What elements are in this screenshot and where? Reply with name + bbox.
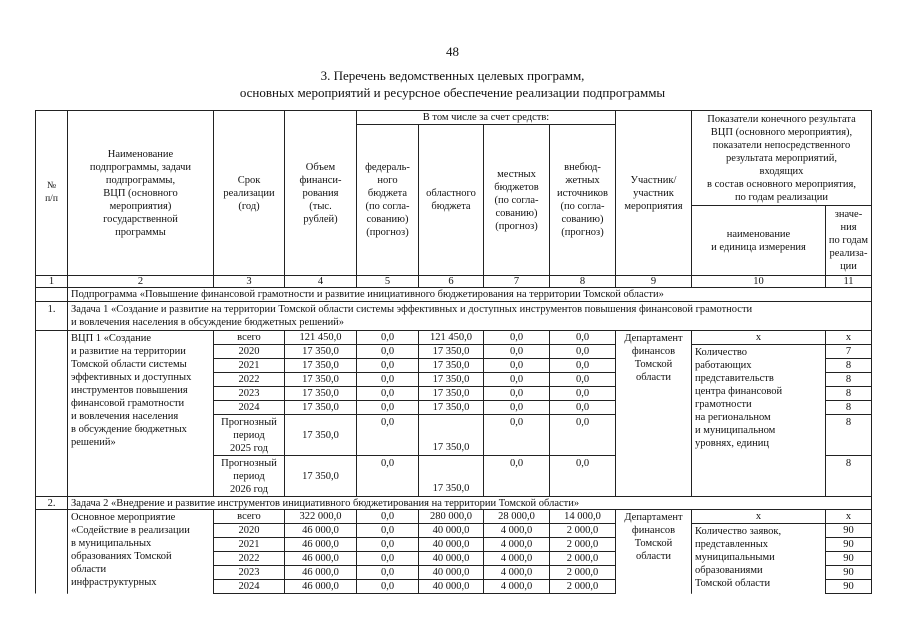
column-number-text: 2 [137,276,144,287]
vcp-1-local-text: 0,0 [509,346,524,357]
vcp-1-regional-text: 17 350,0 [432,374,470,385]
vcp-1-regional-text: 17 350,0 [432,483,470,494]
page-number: 48 [446,44,459,59]
header-federal-text: федераль- ного бюджета (по согла- сованию) (прогноз) [365,162,410,238]
subprogram-num [35,287,68,302]
vcp-1-term [213,386,285,401]
vcp-1-value [825,400,872,415]
vcp-1-term-text: всего [237,332,261,343]
vcp-1-regional-text: 121 450,0 [430,332,472,343]
vcp-1-term [213,400,285,415]
vcp-1-extra [549,400,616,415]
vcp-1-regional [418,455,484,497]
vcp-1-regional [418,414,484,456]
om-num [35,509,68,594]
om-local [483,551,550,566]
header-volume [284,110,357,276]
vcp-1-term-text: 2024 [238,402,260,413]
vcp-1-extra [549,330,616,345]
om-federal-text: 0,0 [380,525,395,536]
title-line-1: 3. Перечень ведомственных целевых программ, [320,68,585,83]
vcp-1-term-text: Прогнозный период 2026 год [221,457,277,495]
om-local [483,509,550,524]
vcp-1-term-text: 2023 [238,388,260,399]
vcp-1-local [483,330,550,345]
vcp-1-volume [284,372,357,387]
om-regional [418,509,484,524]
vcp-1-indicator-first [691,330,826,345]
header-local-text: местных бюджетов (по согла- сованию) (прогноз) [494,168,539,232]
om-regional-text: 40 000,0 [432,581,470,592]
om-indicator-name-text: Количество заявок, представленных муниципальными образованиями Томской области [695,526,782,589]
vcp-1-federal [356,455,419,497]
header-name-text: Наименование подпрограммы, задачи подпрограммы, ВЦП (основного мероприятия) государственной программы [89,148,192,238]
vcp-1-volume-text: 17 350,0 [302,360,339,371]
vcp-1-federal [356,344,419,359]
header-regional [418,124,484,276]
header-term [213,110,285,276]
om-federal [356,537,419,552]
vcp-1-value [825,344,872,359]
om-value [825,551,872,566]
vcp-1-local [483,414,550,456]
vcp-1-value-text: 8 [845,402,852,413]
om-volume-text: 46 000,0 [302,581,339,592]
vcp-1-value-text: 8 [845,458,852,469]
task-2-num-text: 2. [47,497,56,509]
om-participant-text: Департамент финансов Томской области [624,512,683,562]
task-2-title [67,496,872,510]
header-indicator-value-text: значе- ния по годам реализа- ции [828,209,869,272]
task-2-title-text: Задача 2 «Внедрение и развитие инструментов инициативного бюджетирования на территории Томской области» [71,497,580,509]
vcp-1-federal-text: 0,0 [380,388,395,399]
vcp-1-extra [549,372,616,387]
vcp-1-regional [418,386,484,401]
om-extra [549,523,616,538]
om-extra-text: 2 000,0 [566,539,599,550]
vcp-1-regional-text: 17 350,0 [432,360,470,371]
vcp-1-value [825,358,872,373]
vcp-1-term [213,372,285,387]
om-federal-text: 0,0 [380,567,395,578]
om-volume-text: 322 000,0 [299,511,342,522]
vcp-1-value-text: 7 [845,346,852,357]
vcp-1-value [825,330,872,345]
om-term-text: 2020 [238,525,260,536]
om-regional [418,565,484,580]
om-local [483,565,550,580]
vcp-1-value-text: x [845,332,852,343]
vcp-1-local-text: 0,0 [509,332,524,343]
header-indicator-name-text: наименование и единица измерения [711,228,806,253]
vcp-1-regional [418,372,484,387]
subprogram-title [67,287,872,302]
vcp-1-regional-text: 17 350,0 [432,388,470,399]
header-num [35,110,68,276]
om-local-text: 4 000,0 [500,567,533,578]
om-volume [284,509,357,524]
om-regional-text: 40 000,0 [432,525,470,536]
om-indicator-name [691,523,826,594]
task-1-title-text: Задача 1 «Создание и развитие на территории Томской области системы эффективных и доступных инструментов повышения финансовой грамотности и вовлечения населения в обсуждение бюджетных решений» [71,304,753,328]
om-extra [549,579,616,594]
vcp-1-term-text: 2020 [238,346,260,357]
om-local-text: 28 000,0 [498,511,535,522]
om-extra-text: 14 000,0 [564,511,601,522]
header-participant [615,110,692,276]
vcp-1-indicator-name-text: Количество работающих представительств центра финансовой грамотности на региональном и муниципальном уровнях, единиц [695,347,783,449]
om-extra [549,509,616,524]
om-volume [284,537,357,552]
om-extra [549,565,616,580]
header-extra [549,124,616,276]
om-local [483,579,550,594]
column-number-text: 6 [448,276,454,287]
vcp-1-local-text: 0,0 [509,417,524,428]
subprogram-title-text: Подпрограмма «Повышение финансовой грамотности и развитие инициативного бюджетирования на территории Томской области» [71,289,664,300]
vcp-1-name-text: ВЦП 1 «Создание и развитие на территории Томской области системы эффективных и доступных инструментов повышения финансовой грамотности и вовлечения населения в обсуждение бюджетных решений» [71,333,192,448]
vcp-1-term-text: Прогнозный период 2025 год [221,416,277,454]
om-regional-text: 40 000,0 [432,539,470,550]
om-federal [356,551,419,566]
om-term [213,523,285,538]
vcp-1-term [213,358,285,373]
vcp-1-federal-text: 0,0 [380,417,395,428]
column-number-text: 10 [753,276,764,287]
om-federal [356,523,419,538]
header-volume-text: Объем финанси- рования (тыс. рублей) [299,161,342,225]
om-extra-text: 2 000,0 [566,553,599,564]
vcp-1-local [483,344,550,359]
om-local-text: 4 000,0 [500,581,533,592]
title-line-2: основных мероприятий и ресурсное обеспечение реализации подпрограммы [239,85,666,100]
task-1-num [35,301,68,331]
vcp-1-extra-text: 0,0 [575,332,590,343]
om-term-text: 2024 [238,581,260,592]
vcp-1-participant [615,330,692,497]
om-extra-text: 2 000,0 [566,567,599,578]
vcp-1-regional-text: 17 350,0 [432,346,470,357]
vcp-1-term [213,330,285,345]
vcp-1-federal [356,414,419,456]
om-value-text: 90 [843,539,854,550]
vcp-1-volume [284,344,357,359]
vcp-1-local [483,358,550,373]
om-term [213,551,285,566]
vcp-1-regional-text: 17 350,0 [432,402,470,413]
om-volume-text: 46 000,0 [302,525,339,536]
vcp-1-local-text: 0,0 [509,402,524,413]
vcp-1-value [825,414,872,456]
om-local-text: 4 000,0 [500,539,533,550]
om-federal [356,565,419,580]
om-value [825,537,872,552]
vcp-1-federal [356,386,419,401]
om-name [67,509,214,594]
vcp-1-volume [284,386,357,401]
vcp-1-regional-text: 17 350,0 [432,442,470,453]
om-local-text: 4 000,0 [500,525,533,536]
om-volume-text: 46 000,0 [302,567,339,578]
om-extra-text: 2 000,0 [566,525,599,536]
vcp-1-volume-text: 17 350,0 [302,402,339,413]
vcp-1-value [825,386,872,401]
om-value [825,523,872,538]
vcp-1-federal-text: 0,0 [380,374,395,385]
om-local [483,523,550,538]
om-regional [418,523,484,538]
om-value-text: 90 [843,581,854,592]
om-federal [356,509,419,524]
om-federal-text: 0,0 [380,511,395,522]
header-regional-text: областного бюджета [426,188,476,212]
vcp-1-term [213,455,285,497]
vcp-1-local-text: 0,0 [509,388,524,399]
header-indicator-name [691,205,826,276]
vcp-1-volume-text: 17 350,0 [302,470,339,482]
om-value-text: 90 [843,525,854,536]
om-volume-text: 46 000,0 [302,539,339,550]
om-regional-text: 280 000,0 [430,511,472,522]
om-volume [284,565,357,580]
vcp-1-value-text: 8 [845,374,852,385]
om-term [213,565,285,580]
vcp-1-num [35,330,68,497]
om-federal-text: 0,0 [380,539,395,550]
header-sources-group [356,110,616,125]
om-volume-text: 46 000,0 [302,553,339,564]
vcp-1-extra [549,358,616,373]
vcp-1-federal [356,372,419,387]
om-regional [418,537,484,552]
column-number-text: 7 [513,276,520,287]
column-number-text: 5 [384,276,391,287]
vcp-1-extra [549,386,616,401]
header-local [483,124,550,276]
vcp-1-local [483,386,550,401]
vcp-1-federal [356,358,419,373]
om-local-text: 4 000,0 [500,553,533,564]
vcp-1-local-text: 0,0 [509,374,524,385]
header-indicators-group-text: Показатели конечного результата ВЦП (основного мероприятия), показатели непосредственного результата мероприятий, входящих в состав основного мероприятия, по годам реализации [707,113,856,203]
vcp-1-federal-text: 0,0 [380,346,395,357]
vcp-1-indicator-name [691,344,826,497]
header-participant-text: Участник/ участник мероприятия [624,174,683,212]
om-federal [356,579,419,594]
om-participant [615,509,692,594]
vcp-1-extra [549,344,616,359]
om-federal-text: 0,0 [380,581,395,592]
om-federal-text: 0,0 [380,553,395,564]
vcp-1-local-text: 0,0 [509,458,524,469]
task-1-num-text: 1. [47,304,56,315]
header-federal [356,124,419,276]
header-num-text: № п/п [45,181,58,204]
vcp-1-local [483,372,550,387]
column-number-text: 9 [650,276,657,287]
vcp-1-volume [284,400,357,415]
om-value [825,579,872,594]
vcp-1-indicator-first-text: x [755,332,762,343]
vcp-1-local [483,455,550,497]
vcp-1-volume-text: 17 350,0 [302,388,339,399]
vcp-1-term [213,414,285,456]
vcp-1-federal-text: 0,0 [380,402,395,413]
column-number-text: 3 [246,276,252,287]
vcp-1-federal [356,330,419,345]
om-regional [418,551,484,566]
om-value-text: x [845,511,852,522]
vcp-1-regional [418,330,484,345]
vcp-1-value-text: 8 [845,388,852,399]
om-extra-text: 2 000,0 [566,581,599,592]
header-extra-text: внебюд- жетных источников (по согла- сованию) (прогноз) [556,162,608,238]
vcp-1-value-text: 8 [845,417,852,428]
om-regional-text: 40 000,0 [432,553,470,564]
vcp-1-extra [549,414,616,456]
vcp-1-regional [418,358,484,373]
task-1-title [67,301,872,331]
om-value [825,509,872,524]
vcp-1-volume [284,330,357,345]
vcp-1-term-text: 2022 [238,374,260,385]
column-number-text: 8 [579,276,586,287]
vcp-1-extra-text: 0,0 [575,402,590,413]
vcp-1-extra-text: 0,0 [575,417,590,428]
vcp-1-extra-text: 0,0 [575,374,590,385]
vcp-1-value [825,372,872,387]
vcp-1-participant-text: Департамент финансов Томской области [624,333,683,383]
vcp-1-volume [284,414,357,456]
column-number-text: 1 [48,276,55,287]
header-term-text: Срок реализации (год) [223,174,275,212]
om-term-text: всего [237,511,261,522]
vcp-1-volume-text: 17 350,0 [302,429,339,441]
om-name-text: Основное мероприятие «Содействие в реализации в муниципальных образованиях Томской области инфраструктурных [71,512,190,588]
om-value-text: 90 [843,567,854,578]
task-2-num [35,496,68,510]
om-term-text: 2022 [238,553,260,564]
om-regional [418,579,484,594]
vcp-1-value-text: 8 [845,360,852,371]
om-term-text: 2023 [238,567,260,578]
vcp-1-federal-text: 0,0 [380,332,395,343]
om-extra [549,551,616,566]
om-value-text: 90 [843,553,854,564]
column-number-text: 11 [843,276,854,287]
vcp-1-regional [418,344,484,359]
vcp-1-volume-text: 17 350,0 [302,374,339,385]
vcp-1-extra-text: 0,0 [575,458,590,469]
om-term [213,509,285,524]
vcp-1-extra-text: 0,0 [575,346,590,357]
vcp-1-volume-text: 121 450,0 [299,332,342,343]
om-volume [284,551,357,566]
om-volume [284,579,357,594]
om-indicator-first-text: x [755,511,762,522]
om-value [825,565,872,580]
vcp-1-term [213,344,285,359]
om-indicator-first [691,509,826,524]
vcp-1-federal-text: 0,0 [380,458,395,469]
header-name [67,110,214,276]
vcp-1-regional [418,400,484,415]
header-sources-group-text: В том числе за счет средств: [422,112,550,123]
vcp-1-federal [356,400,419,415]
vcp-1-volume [284,455,357,497]
om-volume [284,523,357,538]
vcp-1-term-text: 2021 [238,360,260,371]
om-term-text: 2021 [238,539,260,550]
vcp-1-value [825,455,872,497]
vcp-1-volume-text: 17 350,0 [302,346,339,357]
vcp-1-local [483,400,550,415]
vcp-1-federal-text: 0,0 [380,360,395,371]
om-regional-text: 40 000,0 [432,567,470,578]
om-extra [549,537,616,552]
vcp-1-extra-text: 0,0 [575,360,590,371]
column-number-text: 4 [317,276,324,287]
om-local [483,537,550,552]
om-term [213,537,285,552]
vcp-1-extra-text: 0,0 [575,388,590,399]
om-term [213,579,285,594]
vcp-1-volume [284,358,357,373]
header-indicator-value [825,205,872,276]
vcp-1-name [67,330,214,497]
vcp-1-extra [549,455,616,497]
vcp-1-local-text: 0,0 [509,360,524,371]
header-indicators-group [691,110,872,206]
